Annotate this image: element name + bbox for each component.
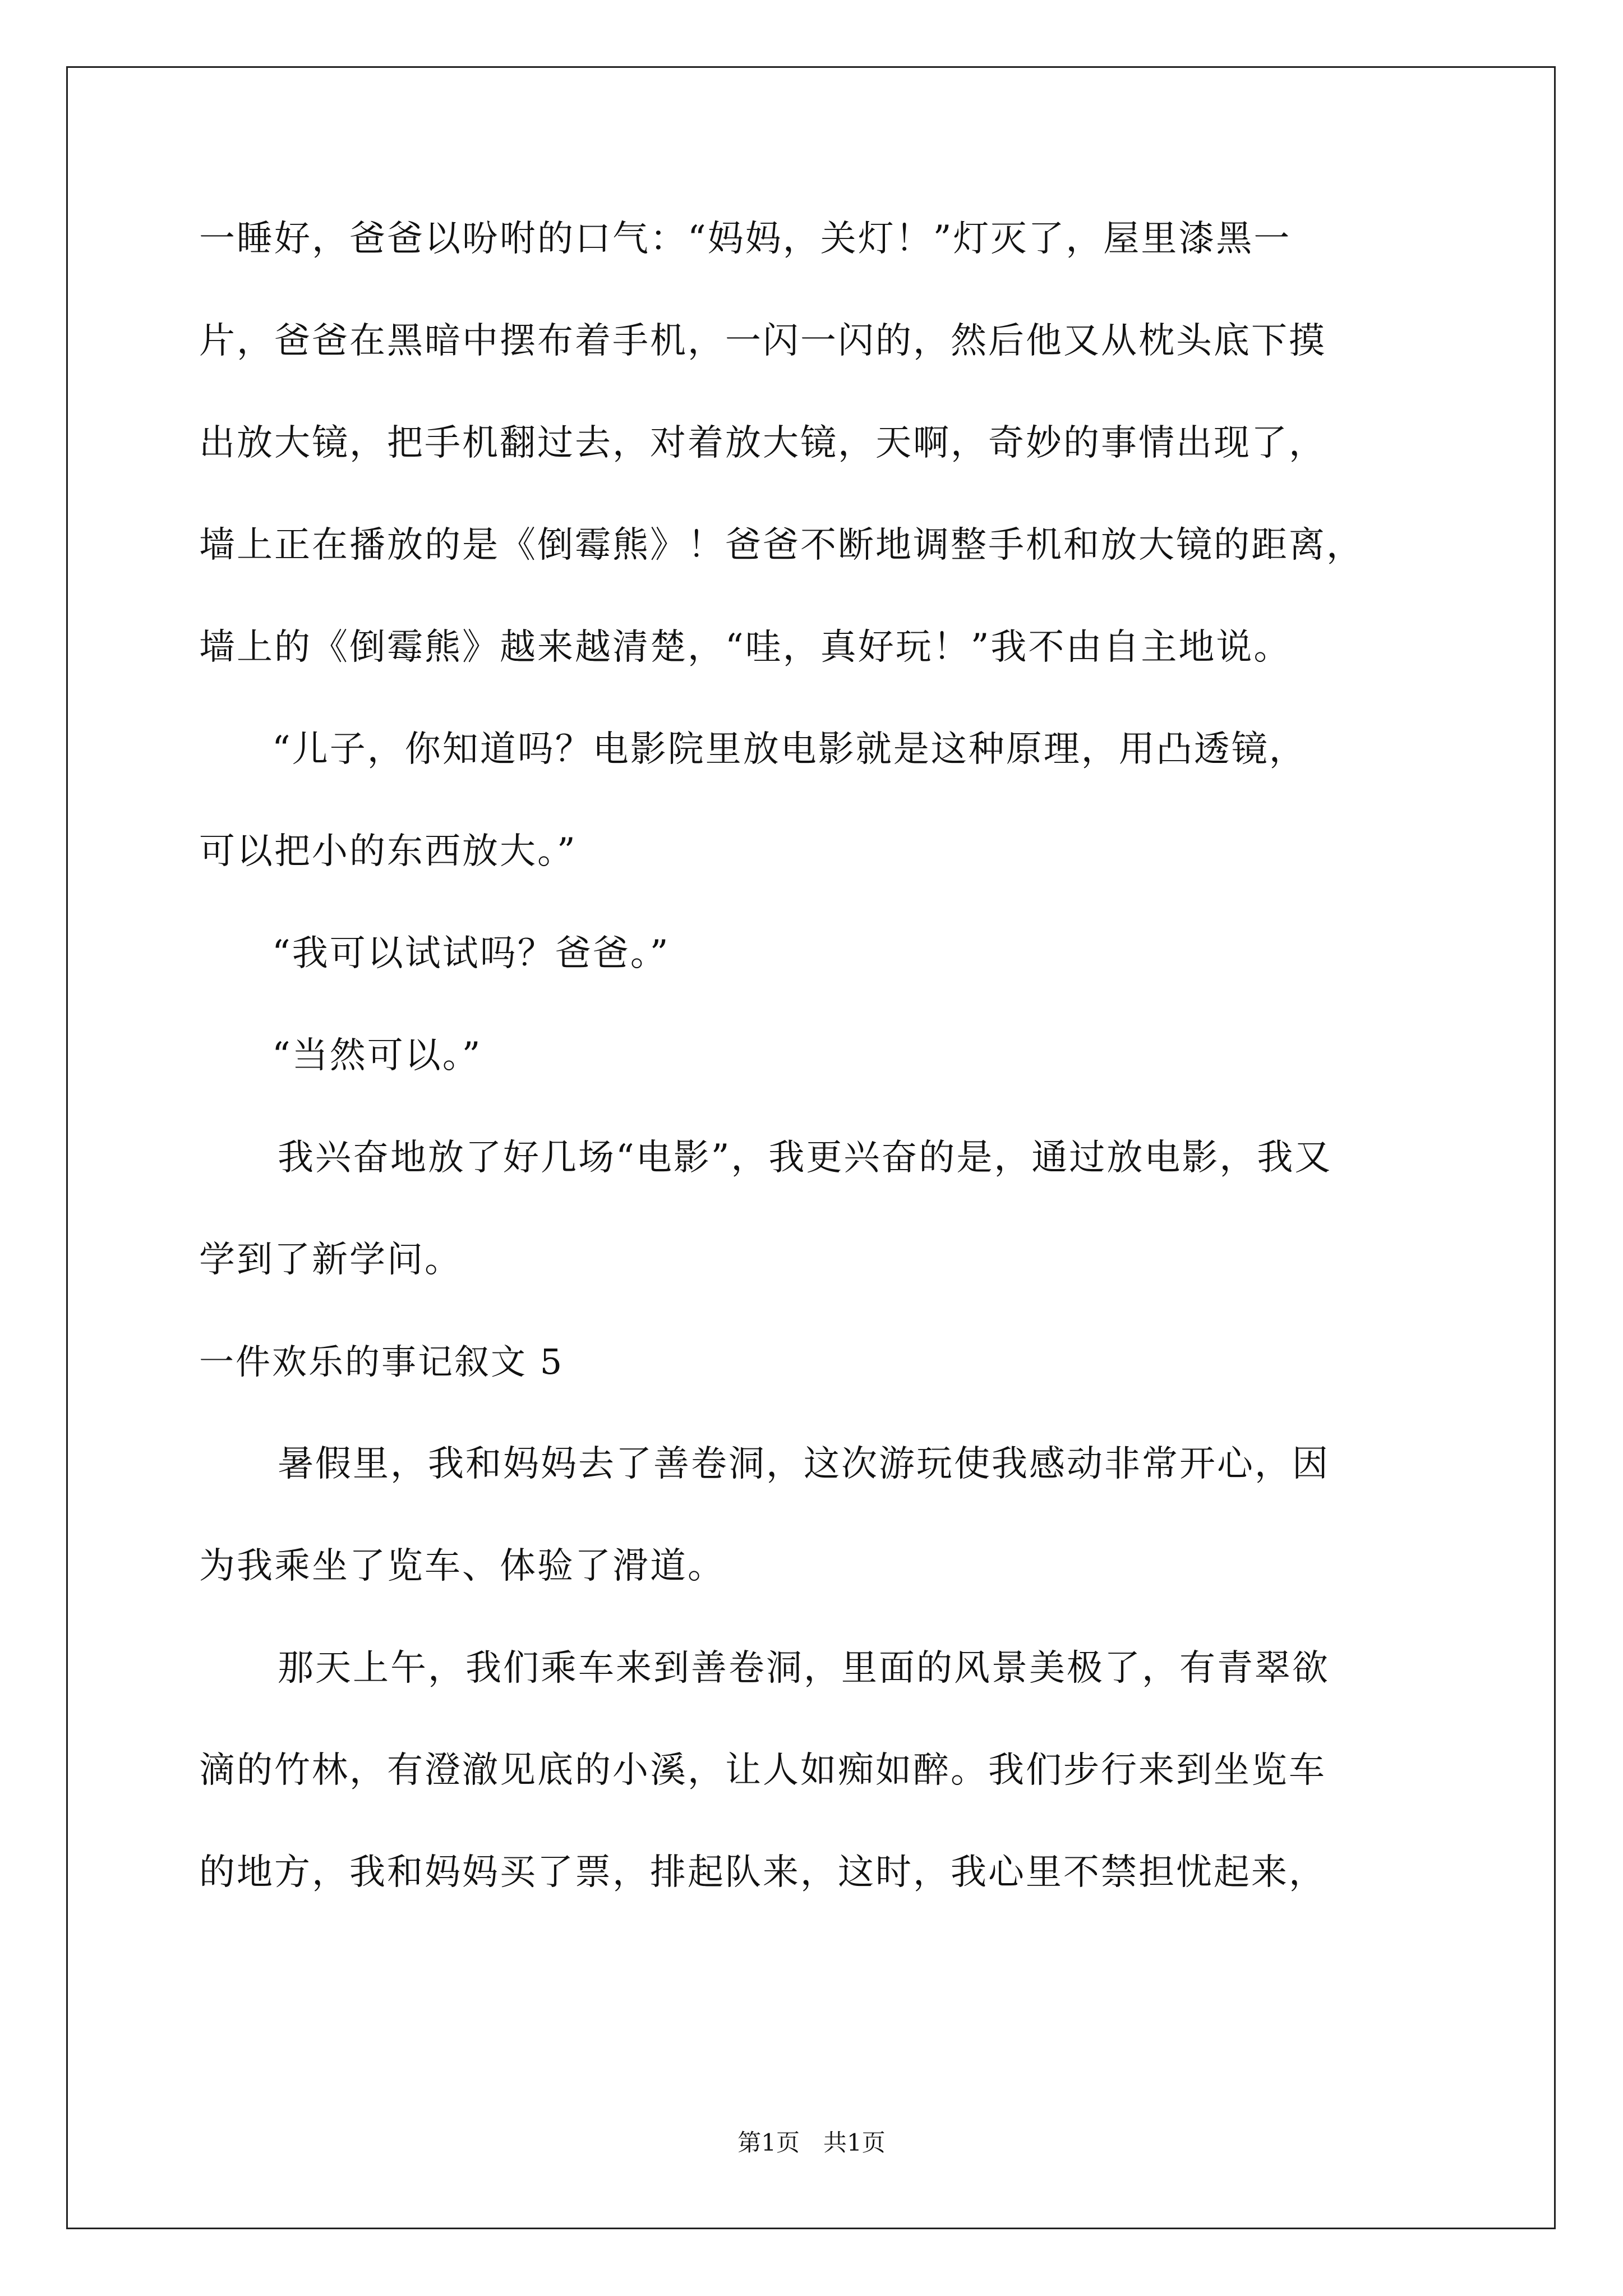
paragraph-line: 暑假里，我和妈妈去了善卷洞，这次游玩使我感动非常开心，因: [278, 1443, 1330, 1485]
paragraph-line: 一睡好，爸爸以吩咐的口气：“妈妈，关灯！”灯灭了，屋里漆黑一: [199, 218, 1292, 260]
section-heading: 一件欢乐的事记叙文 5: [199, 1341, 564, 1382]
paragraph-line: “儿子，你知道吗？电影院里放电影就是这种原理，用凸透镜，: [272, 729, 1307, 770]
page-footer: 第1页 共1页: [737, 2129, 886, 2156]
paragraph-line: 可以把小的东西放大。”: [199, 831, 577, 872]
paragraph-line: 那天上午，我们乘车来到善卷洞，里面的风景美极了，有青翠欲: [278, 1648, 1330, 1689]
document-body: [199, 219, 1433, 1954]
paragraph-line: 出放大镜，把手机翻过去，对着放大镜，天啊，奇妙的事情出现了，: [199, 422, 1326, 464]
paragraph-line: 的地方，我和妈妈买了票，排起队来，这时，我心里不禁担忧起来，: [199, 1852, 1326, 1893]
paragraph-line: 墙上的《倒霉熊》越来越清楚，“哇，真好玩！”我不由自主地说。: [199, 627, 1292, 668]
paragraph-line: 片，爸爸在黑暗中摆布着手机，一闪一闪的，然后他又从枕头底下摸: [199, 320, 1326, 362]
paragraph-line: “我可以试试吗？爸爸。”: [272, 933, 670, 974]
paragraph-line: “当然可以。”: [272, 1035, 482, 1076]
paragraph-line: 墙上正在播放的是《倒霉熊》！爸爸不断地调整手机和放大镜的距离，: [199, 524, 1364, 566]
paragraph-line: 我兴奋地放了好几场“电影”，我更兴奋的是，通过放电影，我又: [278, 1137, 1332, 1179]
paragraph-line: 学到了新学问。: [199, 1239, 462, 1281]
paragraph-line: 为我乘坐了览车、体验了滑道。: [199, 1545, 725, 1587]
paragraph-line: 滴的竹林，有澄澈见底的小溪，让人如痴如醉。我们步行来到坐览车: [199, 1750, 1326, 1791]
